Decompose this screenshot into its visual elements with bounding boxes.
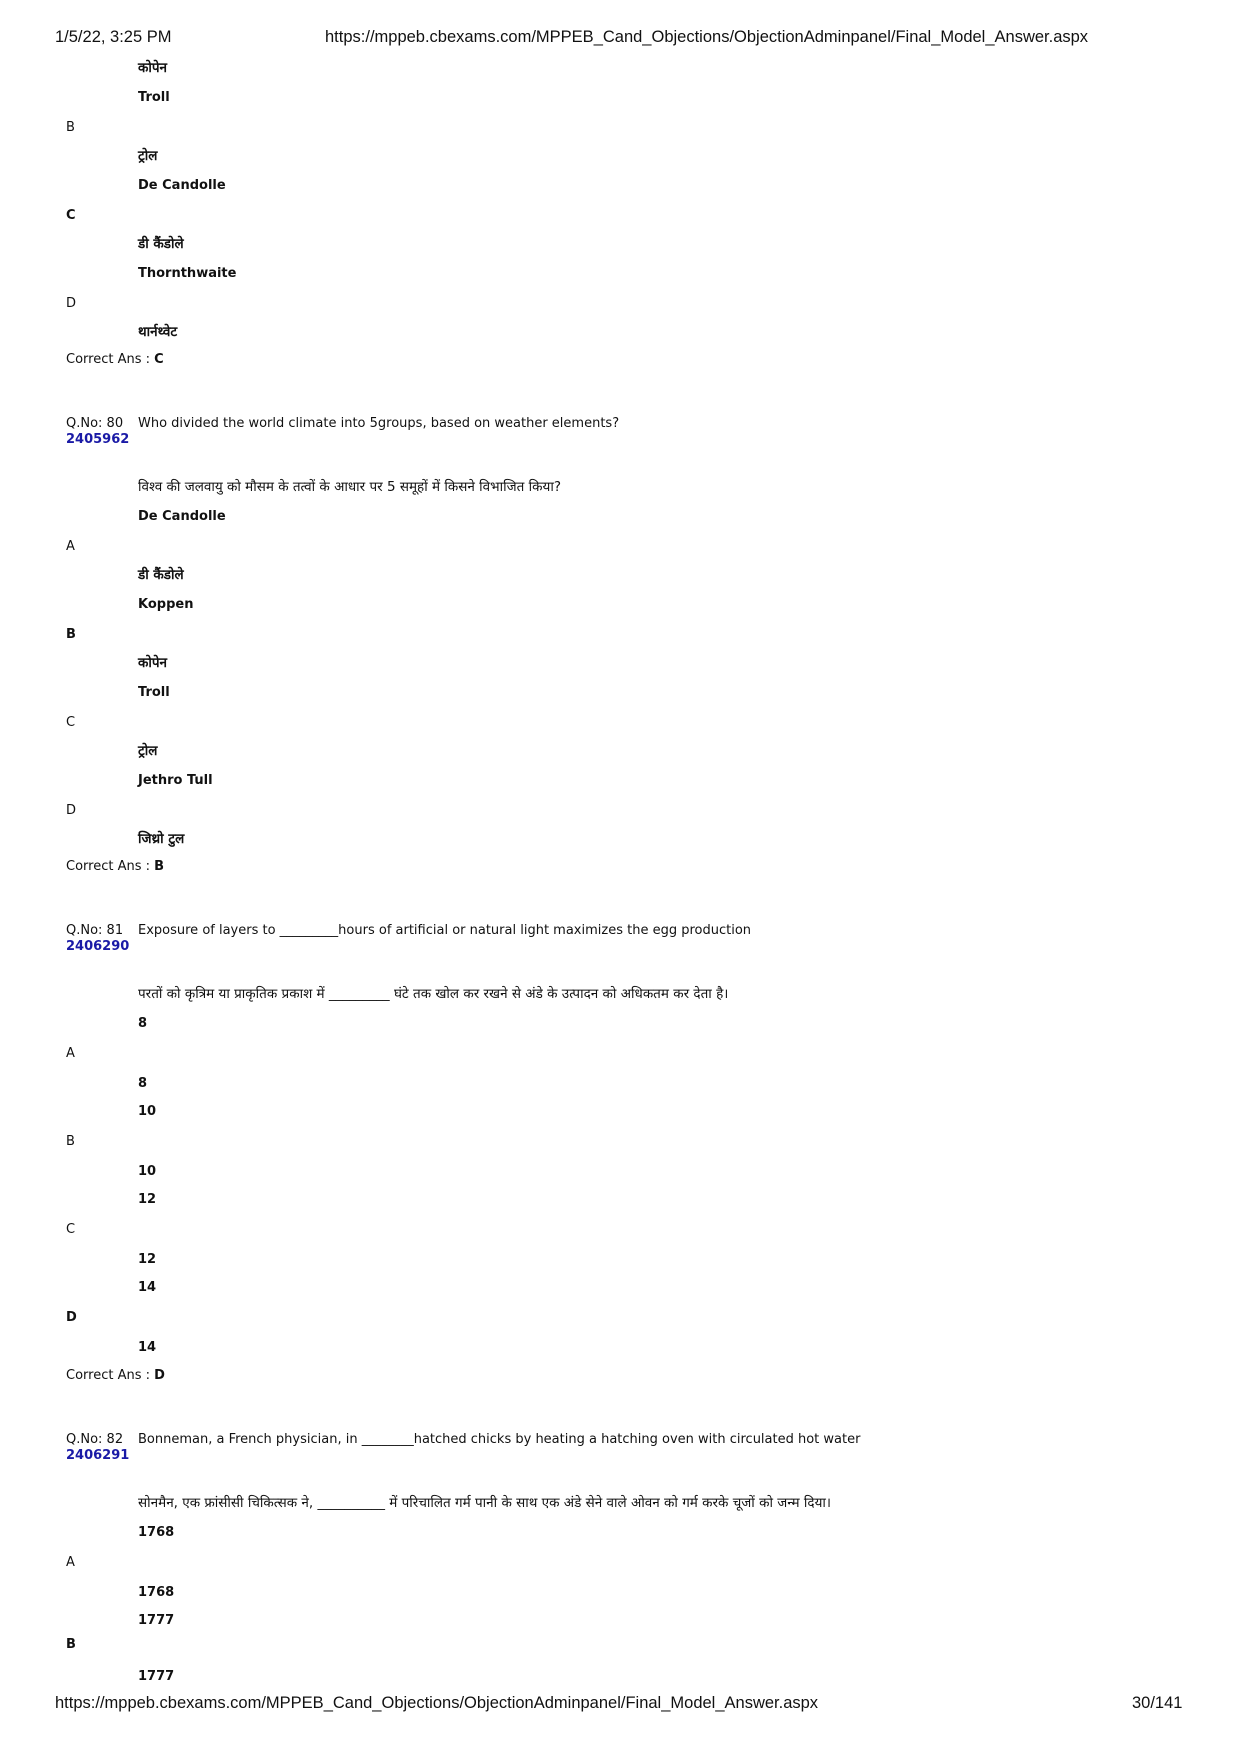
option-letter: A	[66, 539, 75, 554]
option-letter: D	[66, 1310, 77, 1325]
option-text-hindi: 8	[138, 1076, 148, 1091]
option-text: De Candolle	[138, 178, 226, 193]
option-letter: C	[66, 208, 76, 223]
print-header-url: https://mppeb.cbexams.com/MPPEB_Cand_Objections/ObjectionAdminpanel/Final_Model_Answer.aspx	[325, 28, 1089, 46]
option-letter: B	[66, 1134, 75, 1149]
option-text: Troll	[138, 90, 170, 105]
print-footer-url: https://mppeb.cbexams.com/MPPEB_Cand_Objections/ObjectionAdminpanel/Final_Model_Answer.aspx	[55, 1694, 819, 1712]
option-letter: D	[66, 803, 77, 818]
option-text: 8	[138, 1016, 148, 1031]
question-number: Q.No: 81	[66, 923, 124, 938]
question-text-english: Bonneman, a French physician, in ________hatched chicks by heating a hatching oven with circulated hot water	[138, 1432, 861, 1447]
option-text-hindi: ट्रोल	[138, 743, 158, 759]
correct-answer	[66, 352, 164, 368]
question-text-hindi: सोनमैन, एक फ्रांसीसी चिकित्सक ने, __________ में परिचालित गर्म पानी के साथ एक अंडे सेने वाले ओवन को गर्म करके चूजों को जन्म दिया।	[138, 1495, 832, 1511]
question-id: 2406290	[66, 939, 130, 954]
option-text-hindi: जिथ्रो टुल	[138, 831, 185, 847]
correct-answer	[66, 859, 164, 875]
option-text-hindi: कोपेन	[138, 655, 168, 671]
option-letter: A	[66, 1046, 75, 1061]
option-text-hindi: 14	[138, 1340, 157, 1355]
correct-answer-value: C	[154, 352, 164, 367]
option-text: 1768	[138, 1525, 175, 1540]
option-text-hindi: 1777	[138, 1669, 175, 1684]
correct-answer-value: D	[154, 1368, 165, 1383]
option-text-hindi: कोपेन	[138, 60, 168, 76]
option-text: Thornthwaite	[138, 266, 237, 281]
option-text-hindi: 10	[138, 1164, 157, 1179]
option-text: De Candolle	[138, 509, 226, 524]
option-text: 14	[138, 1280, 157, 1295]
option-text-hindi: डी कैंडोले	[138, 236, 184, 252]
option-text: 1777	[138, 1613, 175, 1628]
question-id: 2406291	[66, 1448, 130, 1463]
option-text: Koppen	[138, 597, 194, 612]
question-text-english: Who divided the world climate into 5groups, based on weather elements?	[138, 416, 620, 431]
correct-answer-label: Correct Ans :	[66, 1368, 150, 1383]
option-text-hindi: 1768	[138, 1585, 175, 1600]
question-text-english: Exposure of layers to _________hours of artificial or natural light maximizes the egg production	[138, 923, 752, 938]
page-number: 30/141	[1132, 1694, 1183, 1712]
option-letter: B	[66, 120, 75, 135]
question-number: Q.No: 82	[66, 1432, 124, 1447]
option-text: 12	[138, 1192, 157, 1207]
option-text-hindi: डी कैंडोले	[138, 567, 184, 583]
correct-answer-label: Correct Ans :	[66, 859, 150, 874]
print-datetime: 1/5/22, 3:25 PM	[55, 28, 172, 46]
option-text: 10	[138, 1104, 157, 1119]
option-letter: A	[66, 1555, 75, 1570]
option-letter: D	[66, 296, 77, 311]
question-number: Q.No: 80	[66, 416, 124, 431]
option-text-hindi: थार्नथ्वेट	[138, 324, 178, 340]
correct-answer	[66, 1368, 165, 1384]
option-letter: C	[66, 715, 76, 730]
question-text-hindi: विश्व की जलवायु को मौसम के तत्वों के आधार पर 5 समूहों में किसने विभाजित किया?	[138, 479, 561, 495]
option-text: Troll	[138, 685, 170, 700]
option-text-hindi: ट्रोल	[138, 148, 158, 164]
option-letter: C	[66, 1222, 76, 1237]
option-letter: B	[66, 627, 76, 642]
option-text-hindi: 12	[138, 1252, 157, 1267]
option-text: Jethro Tull	[138, 773, 213, 788]
correct-answer-value: B	[154, 859, 165, 874]
question-text-hindi: परतों को कृत्रिम या प्राकृतिक प्रकाश में _________ घंटे तक खोल कर रखने से अंडे के उत्पादन को अधिकतम कर देता है।	[138, 986, 729, 1002]
question-id: 2405962	[66, 432, 130, 447]
option-letter: B	[66, 1637, 76, 1652]
correct-answer-label: Correct Ans :	[66, 352, 150, 367]
